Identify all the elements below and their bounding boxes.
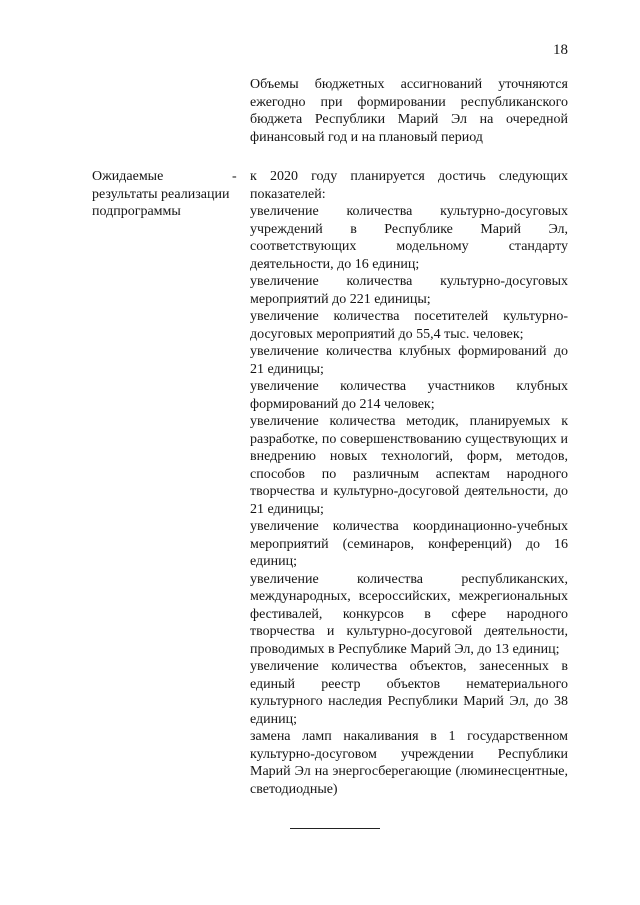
result-item: увеличение количества координационно-учебных мероприятий (семинаров, конференций) до 16 единиц; [250, 519, 568, 569]
result-item: увеличение количества методик, планируемых к разработке, по совершенствованию существующих и внедрению новых технологий, форм, методов, способов по различным аспектам народного творчества и культурно-досуговой деятельности, до 21 единицы; [250, 414, 568, 517]
result-item: увеличение количества республиканских, международных, всероссийских, межрегиональных фестивалей, конкурсов в сфере народного творчества и культурно-досуговой деятельности, проводимых в Республике Марий Эл, до 13 единиц; [250, 571, 568, 657]
result-item: увеличение количества объектов, занесенных в единый реестр объектов нематериального культурного наследия Республики Марий Эл, до 38 единиц; [250, 659, 568, 727]
expected-results-list [250, 168, 568, 798]
results-intro: к 2020 году планируется достичь следующих показателей: [250, 169, 568, 202]
funding-note-paragraph: Объемы бюджетных ассигнований уточняются ежегодно при формировании республиканского бюджета Республики Марий Эл на очередной финансовый год и на плановый период [250, 77, 568, 145]
page-number: 18 [553, 42, 568, 58]
result-item: увеличение количества культурно-досуговых учреждений в Республике Марий Эл, соответствующих модельному стандарту деятельности, до 16 единиц; [250, 204, 568, 272]
result-item: увеличение количества посетителей культурно-досуговых мероприятий до 55,4 тыс. человек; [250, 309, 568, 342]
dash-marker: - [232, 169, 237, 184]
result-item: увеличение количества участников клубных формирований до 214 человек; [250, 379, 568, 412]
footer-divider-line [290, 828, 380, 829]
result-item: замена ламп накаливания в 1 государственном культурно-досуговом учреждении Республики Марий Эл на энергосберегающие (люминесцентные, светодиодные) [250, 729, 568, 797]
result-item: увеличение количества клубных формирований до 21 единицы; [250, 344, 568, 377]
result-item: увеличение количества культурно-досуговых мероприятий до 221 единицы; [250, 274, 568, 307]
section-label-expected-results: Ожидаемые результаты реализации подпрограммы [92, 169, 230, 219]
